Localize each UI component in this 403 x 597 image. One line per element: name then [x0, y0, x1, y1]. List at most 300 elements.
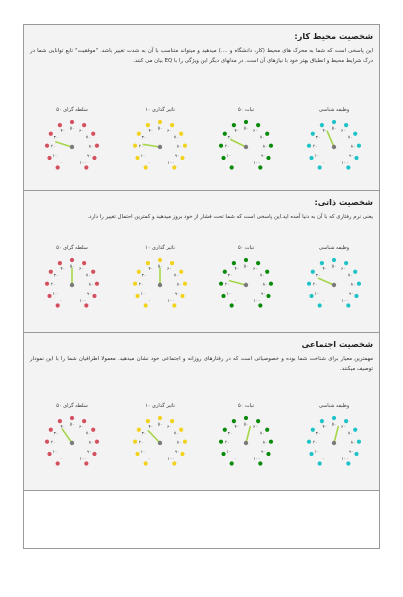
gauge-tick-label: ۸۰ [350, 281, 356, 287]
gauge-tick-label: ۳۰ [227, 272, 233, 278]
gauge-dot [47, 452, 51, 456]
gauge-tick-label: ۳۰ [315, 272, 321, 278]
gauge-tick-label: ۹۰ [348, 448, 354, 454]
gauge-dot [170, 261, 174, 265]
gauge-tick-label: ۱۰ [140, 290, 146, 296]
gauge-dot [92, 294, 96, 298]
gauge-dot [230, 461, 234, 465]
gauge-dot [49, 270, 53, 274]
gauge-dot [219, 440, 223, 444]
gauge-tick-label: ۷۰ [85, 134, 91, 140]
gauge-tick-label: ۸۰ [176, 281, 182, 287]
section-title: شخصیت محیط کار: [294, 31, 373, 41]
gauge-tick-label: ۵۰ [243, 125, 249, 131]
gauge-tick-label: ۷۰ [259, 430, 265, 436]
gauge-tick-label: ۲۰ [138, 439, 144, 445]
section-description: مهمترین معیار برای شناخت شما بوده و خصوصیاتی است که در رفتارهای روزانه و اجتماعی خود نشان میدهید. معمولا اطرافیان شما را با این نمودار توصیف میکنند. [30, 356, 373, 372]
gauge-tick-label: ۵۰ [331, 125, 337, 131]
gauge-tick-label: ۰ [59, 160, 63, 166]
gauge-tick-label: ۱۰۰ [167, 298, 175, 304]
gauge-dot [135, 294, 139, 298]
gauge-tick-label: ۲۰ [224, 439, 230, 445]
gauge-tick-label: ۷۰ [85, 430, 91, 436]
gauge-impact [120, 245, 200, 323]
gauge-dot [230, 165, 234, 169]
gauge-dot [265, 270, 269, 274]
gauge-role [294, 403, 374, 481]
gauge-dot [172, 303, 176, 307]
gauge-tick-label: ۴۰ [148, 423, 154, 429]
gauge-tick-label: ۵۰ [69, 421, 75, 427]
gauge-dot [135, 156, 139, 160]
gauge-stability [206, 245, 286, 323]
gauge-tick-label: ۷۰ [85, 272, 91, 278]
gauge-dot [221, 452, 225, 456]
gauge-tick-label: ۰ [321, 160, 325, 166]
gauge-tick-label: ۹۰ [260, 152, 266, 158]
gauge-dot [256, 123, 260, 127]
gauge-dot [135, 452, 139, 456]
gauge-label: ثبات ۵۰ [237, 107, 255, 113]
gauge-dot [95, 440, 99, 444]
gauge-tick-label: ۱۰۰ [79, 160, 87, 166]
gauge-tick-label: ۸۰ [176, 143, 182, 149]
gauge-tick-label: ۱۰۰ [253, 456, 261, 462]
gauge-tick-label: ۳۰ [53, 272, 59, 278]
gauge-stability [206, 107, 286, 185]
gauge-dot [357, 282, 361, 286]
gauge-tick-label: ۱۰ [314, 152, 320, 158]
gauge-tick-label: ۸۰ [262, 281, 268, 287]
gauge-tick-label: ۷۰ [259, 134, 265, 140]
gauge-tick-label: ۸۰ [350, 143, 356, 149]
gauge-needle [334, 427, 338, 443]
gauge-hub [158, 283, 162, 287]
gauge-dot [137, 132, 141, 136]
gauge-tick-label: ۰ [59, 456, 63, 462]
gauge-needle [148, 431, 160, 443]
gauge-dot [95, 282, 99, 286]
gauge-dial [294, 411, 374, 481]
gauge-dot [230, 303, 234, 307]
gauge-tick-label: ۷۰ [173, 134, 179, 140]
gauge-dot [84, 461, 88, 465]
gauge-dial [120, 115, 200, 185]
gauge-tick-label: ۷۰ [347, 430, 353, 436]
gauge-label: تاثیر گذاری ۱۰ [145, 245, 175, 251]
gauge-dot [256, 261, 260, 265]
gauge-tick-label: ۴۰ [234, 423, 240, 429]
gauge-dot [219, 282, 223, 286]
gauge-dot [311, 270, 315, 274]
gauge-hub [332, 145, 336, 149]
gauge-dot [258, 461, 262, 465]
gauge-tick-label: ۷۰ [347, 272, 353, 278]
gauge-dot [244, 258, 248, 262]
gauge-dot [180, 156, 184, 160]
section-work-personality [24, 25, 379, 191]
gauge-dominance [32, 107, 112, 185]
gauge-tick-label: ۷۰ [347, 134, 353, 140]
gauge-dot [307, 282, 311, 286]
gauge-needle [231, 139, 246, 147]
gauge-dot [158, 258, 162, 262]
gauge-dot [172, 461, 176, 465]
gauge-dot [318, 303, 322, 307]
gauge-dot [170, 419, 174, 423]
gauge-tick-label: ۱۰ [52, 448, 58, 454]
gauge-dot [332, 120, 336, 124]
gauge-dot [91, 132, 95, 136]
report-page [23, 24, 380, 549]
gauge-dot [309, 452, 313, 456]
gauge-dot [183, 282, 187, 286]
gauge-tick-label: ۰ [321, 298, 325, 304]
gauge-impact [120, 107, 200, 185]
gauge-tick-label: ۶۰ [252, 127, 258, 133]
gauge-tick-label: ۱۰ [52, 152, 58, 158]
gauge-hub [244, 441, 248, 445]
gauge-hub [158, 145, 162, 149]
gauge-dot [269, 440, 273, 444]
gauge-dot [232, 261, 236, 265]
gauge-tick-label: ۸۰ [88, 281, 94, 287]
gauge-dot [183, 144, 187, 148]
gauge-dot [346, 165, 350, 169]
gauge-dot [332, 258, 336, 262]
gauge-dot [58, 261, 62, 265]
gauge-tick-label: ۸۰ [176, 439, 182, 445]
gauge-tick-label: ۲۰ [312, 439, 318, 445]
gauge-dot [265, 428, 269, 432]
gauge-tick-label: ۰ [147, 456, 151, 462]
gauge-dot [244, 416, 248, 420]
gauge-tick-label: ۴۰ [60, 423, 66, 429]
gauge-dot [256, 419, 260, 423]
gauge-label: سلطه گرای ۵۰ [56, 107, 88, 113]
gauge-tick-label: ۰ [233, 298, 237, 304]
gauge-tick-label: ۱۰۰ [341, 298, 349, 304]
gauge-dot [318, 461, 322, 465]
gauge-dot [318, 165, 322, 169]
gauge-dot [58, 419, 62, 423]
gauge-tick-label: ۸۰ [262, 439, 268, 445]
gauge-dot [49, 132, 53, 136]
gauge-label: سلطه گرای ۵۰ [56, 403, 88, 409]
gauge-dot [266, 452, 270, 456]
gauge-dot [45, 282, 49, 286]
section-innate-personality [24, 191, 379, 333]
gauge-dot [258, 303, 262, 307]
gauge-dot [45, 144, 49, 148]
gauge-dot [56, 165, 60, 169]
gauge-dot [353, 428, 357, 432]
section-title: شخصیت ذاتی: [314, 197, 373, 207]
gauge-dot [180, 452, 184, 456]
gauge-dot [49, 428, 53, 432]
gauge-tick-label: ۷۰ [173, 430, 179, 436]
gauge-tick-label: ۴۰ [148, 127, 154, 133]
gauge-tick-label: ۱۰ [314, 290, 320, 296]
gauge-tick-label: ۶۰ [340, 265, 346, 271]
gauge-tick-label: ۶۰ [252, 423, 258, 429]
gauge-hub [244, 283, 248, 287]
gauge-dot [56, 303, 60, 307]
gauge-dot [269, 144, 273, 148]
gauge-dot [320, 261, 324, 265]
gauge-dot [344, 419, 348, 423]
gauge-tick-label: ۱۰ [140, 152, 146, 158]
gauge-dot [47, 294, 51, 298]
gauge-tick-label: ۴۰ [60, 265, 66, 271]
gauge-dot [346, 461, 350, 465]
gauge-dot [133, 440, 137, 444]
gauge-tick-label: ۳۰ [141, 430, 147, 436]
gauge-tick-label: ۱۰۰ [341, 160, 349, 166]
gauge-tick-label: ۱۰ [314, 448, 320, 454]
gauge-hub [332, 283, 336, 287]
gauge-label: ثبات ۵۰ [237, 245, 255, 251]
gauge-tick-label: ۴۰ [60, 127, 66, 133]
gauge-dot [137, 428, 141, 432]
gauge-dot [223, 132, 227, 136]
gauge-dot [91, 428, 95, 432]
gauge-dot [357, 440, 361, 444]
gauge-tick-label: ۶۰ [340, 423, 346, 429]
gauge-dot [58, 123, 62, 127]
gauge-tick-label: ۶۰ [252, 265, 258, 271]
gauge-dot [344, 261, 348, 265]
gauge-dot [133, 144, 137, 148]
gauge-tick-label: ۹۰ [174, 290, 180, 296]
gauge-impact [120, 403, 200, 481]
gauge-dot [258, 165, 262, 169]
gauge-tick-label: ۲۰ [50, 439, 56, 445]
gauge-dot [344, 123, 348, 127]
gauge-dot [232, 419, 236, 423]
gauge-tick-label: ۱۰۰ [79, 298, 87, 304]
gauge-dot [82, 261, 86, 265]
gauge-dot [221, 156, 225, 160]
gauge-tick-label: ۹۰ [86, 290, 92, 296]
gauge-tick-label: ۶۰ [166, 265, 172, 271]
gauge-tick-label: ۳۰ [53, 134, 59, 140]
gauge-tick-label: ۵۰ [243, 421, 249, 427]
gauge-dot [269, 282, 273, 286]
gauge-dot [82, 123, 86, 127]
gauge-dot [320, 419, 324, 423]
gauge-dot [265, 132, 269, 136]
gauge-tick-label: ۳۰ [141, 134, 147, 140]
gauge-dot [70, 258, 74, 262]
gauge-tick-label: ۴۰ [322, 265, 328, 271]
gauge-dot [146, 419, 150, 423]
gauge-tick-label: ۹۰ [174, 152, 180, 158]
gauge-dot [332, 416, 336, 420]
gauge-dot [354, 452, 358, 456]
gauge-dot [221, 294, 225, 298]
gauge-tick-label: ۵۰ [243, 263, 249, 269]
gauge-hub [70, 283, 74, 287]
section-description: یعنی نرم رفتاری که با آن به دنیا آمده اید.این پاسخی است که شما تحت فشار از خود بروز میدهید و کمترین احتمال تغییر را دارد. [87, 214, 373, 220]
gauge-dot [223, 270, 227, 274]
gauge-needle [143, 144, 160, 147]
gauge-tick-label: ۹۰ [260, 290, 266, 296]
gauge-role [294, 107, 374, 185]
gauge-tick-label: ۸۰ [350, 439, 356, 445]
gauge-tick-label: ۷۰ [259, 272, 265, 278]
gauge-dot [95, 144, 99, 148]
gauge-tick-label: ۸۰ [88, 439, 94, 445]
gauge-dot [92, 452, 96, 456]
gauge-hub [244, 145, 248, 149]
gauge-tick-label: ۱۰۰ [79, 456, 87, 462]
gauge-tick-label: ۲۰ [50, 143, 56, 149]
gauge-dial [120, 411, 200, 481]
gauge-dial [32, 253, 112, 323]
gauge-dot [170, 123, 174, 127]
gauge-needle [230, 281, 246, 285]
gauge-dot [144, 165, 148, 169]
gauge-dot [223, 428, 227, 432]
gauge-tick-label: ۲۰ [138, 281, 144, 287]
section-title: شخصیت اجتماعی [301, 339, 373, 349]
gauge-dot [266, 156, 270, 160]
gauge-dot [133, 282, 137, 286]
gauge-tick-label: ۶۰ [166, 127, 172, 133]
gauge-dot [353, 132, 357, 136]
gauge-tick-label: ۵۰ [157, 263, 163, 269]
gauge-dial [294, 253, 374, 323]
gauge-tick-label: ۵۰ [157, 421, 163, 427]
gauge-tick-label: ۹۰ [348, 152, 354, 158]
gauge-dot [82, 419, 86, 423]
gauge-tick-label: ۹۰ [86, 448, 92, 454]
gauge-tick-label: ۳۰ [227, 430, 233, 436]
gauge-dot [70, 416, 74, 420]
gauge-tick-label: ۱۰ [52, 290, 58, 296]
gauge-tick-label: ۳۰ [141, 272, 147, 278]
gauge-dot [244, 120, 248, 124]
gauge-dot [179, 428, 183, 432]
gauge-tick-label: ۹۰ [174, 448, 180, 454]
gauge-dot [232, 123, 236, 127]
gauge-tick-label: ۳۰ [315, 134, 321, 140]
gauge-dot [307, 440, 311, 444]
gauge-tick-label: ۳۰ [53, 430, 59, 436]
gauge-dot [45, 440, 49, 444]
gauge-needle [246, 427, 250, 443]
gauge-dial [294, 115, 374, 185]
gauge-label: سلطه گرای ۵۰ [56, 245, 88, 251]
gauge-dot [354, 294, 358, 298]
gauge-needle [62, 429, 72, 443]
gauge-tick-label: ۰ [147, 160, 151, 166]
gauge-dot [219, 144, 223, 148]
gauge-tick-label: ۹۰ [348, 290, 354, 296]
gauge-role [294, 245, 374, 323]
gauge-tick-label: ۰ [147, 298, 151, 304]
gauge-dominance [32, 245, 112, 323]
gauge-label: تاثیر گذاری ۱۰ [145, 403, 175, 409]
gauge-tick-label: ۵۰ [69, 263, 75, 269]
gauge-dot [144, 461, 148, 465]
gauge-tick-label: ۶۰ [166, 423, 172, 429]
gauge-tick-label: ۰ [233, 160, 237, 166]
gauge-dot [266, 294, 270, 298]
gauge-tick-label: ۲۰ [224, 281, 230, 287]
gauge-dot [84, 303, 88, 307]
gauge-needle [56, 142, 72, 147]
gauge-tick-label: ۵۰ [331, 421, 337, 427]
gauge-label: تاثیر گذاری ۱۰ [145, 107, 175, 113]
gauge-tick-label: ۷۰ [173, 272, 179, 278]
gauge-dot [56, 461, 60, 465]
gauge-tick-label: ۴۰ [234, 265, 240, 271]
gauge-dot [353, 270, 357, 274]
gauge-tick-label: ۲۰ [138, 143, 144, 149]
gauge-tick-label: ۰ [321, 456, 325, 462]
gauge-label: وظیفه شناسی [318, 245, 350, 251]
gauge-needle [327, 131, 334, 147]
gauge-dot [311, 132, 315, 136]
gauge-tick-label: ۱۰ [140, 448, 146, 454]
gauge-label: وظیفه شناسی [318, 107, 350, 113]
gauge-dot [311, 428, 315, 432]
gauge-dot [47, 156, 51, 160]
gauge-dial [120, 253, 200, 323]
gauge-tick-label: ۱۰۰ [253, 298, 261, 304]
gauge-tick-label: ۶۰ [78, 423, 84, 429]
gauge-tick-label: ۸۰ [88, 143, 94, 149]
gauge-tick-label: ۳۰ [315, 430, 321, 436]
gauge-dot [91, 270, 95, 274]
gauge-tick-label: ۲۰ [50, 281, 56, 287]
gauge-tick-label: ۴۰ [234, 127, 240, 133]
gauge-dot [354, 156, 358, 160]
gauge-tick-label: ۹۰ [260, 448, 266, 454]
gauge-dial [206, 411, 286, 481]
gauge-tick-label: ۶۰ [340, 127, 346, 133]
gauge-dot [307, 144, 311, 148]
gauge-dot [179, 132, 183, 136]
gauge-tick-label: ۵۰ [331, 263, 337, 269]
gauge-dot [320, 123, 324, 127]
gauge-hub [70, 145, 74, 149]
gauge-tick-label: ۵۰ [157, 125, 163, 131]
gauge-tick-label: ۱۰ [226, 152, 232, 158]
gauge-dot [146, 123, 150, 127]
gauge-dial [32, 411, 112, 481]
gauge-needle [318, 278, 334, 285]
gauge-dial [206, 115, 286, 185]
gauge-dot [183, 440, 187, 444]
gauge-dot [346, 303, 350, 307]
gauge-tick-label: ۱۰۰ [167, 160, 175, 166]
gauge-dot [309, 294, 313, 298]
gauge-tick-label: ۹۰ [86, 152, 92, 158]
gauge-dot [84, 165, 88, 169]
gauge-dot [158, 120, 162, 124]
gauge-tick-label: ۶۰ [78, 265, 84, 271]
gauge-dot [70, 120, 74, 124]
gauge-tick-label: ۲۰ [224, 143, 230, 149]
gauge-hub [158, 441, 162, 445]
gauge-dot [92, 156, 96, 160]
gauge-dot [144, 303, 148, 307]
gauge-tick-label: ۱۰۰ [253, 160, 261, 166]
gauge-label: وظیفه شناسی [318, 403, 350, 409]
